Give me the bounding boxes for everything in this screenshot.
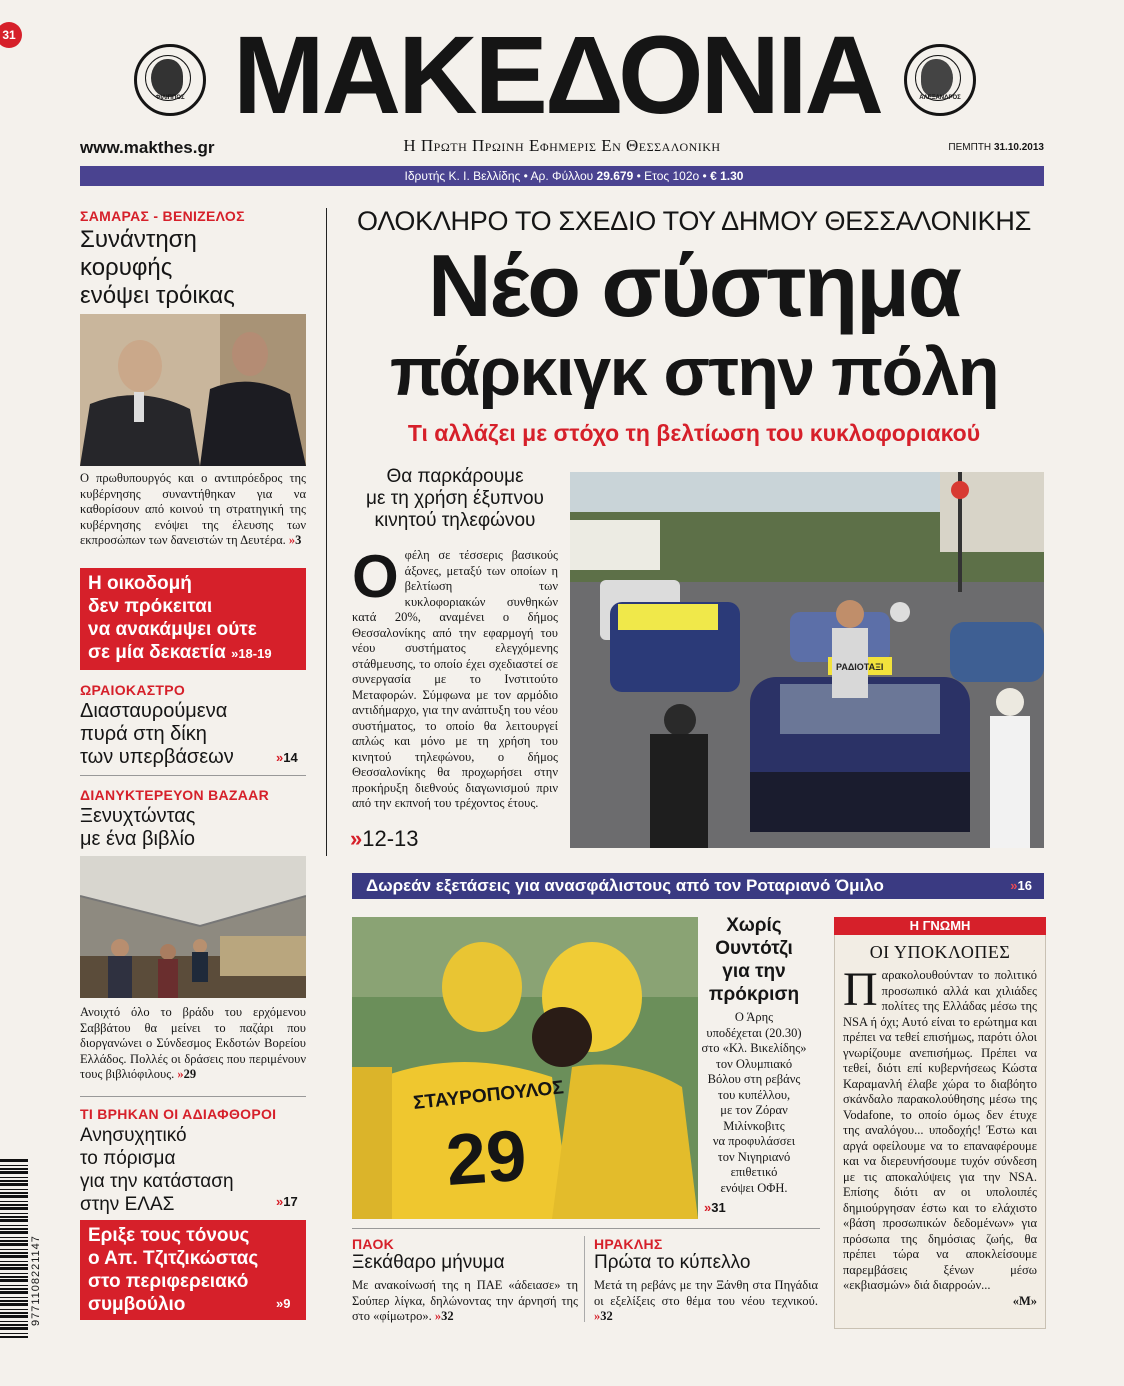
story1-headline-line: ενόψει τρόικας [80, 282, 235, 309]
date-value: 31.10.2013 [993, 142, 1044, 153]
barcode-number: 9771108221147 [30, 1235, 42, 1326]
story5-headline-line: για την κατάσταση [80, 1171, 234, 1192]
story4-kicker: ΔΙΑΝΥΚΤΕΡΕΥΟΝ BAZAAR [80, 787, 269, 803]
health-banner-ref[interactable]: »16 [1010, 878, 1032, 893]
story5-headline-line: το πόρισμα [80, 1148, 176, 1169]
masthead-title: ΜΑΚΕΔΟΝΙΑ [233, 14, 881, 137]
story1-headline-line: Συνάντηση [80, 226, 197, 253]
story3-page-ref[interactable]: »14 [276, 750, 298, 765]
story4-photo-illustration [80, 856, 306, 998]
lead-page-ref[interactable]: »12-13 [350, 826, 419, 851]
sports-body-line: με τον Ζόραν [720, 1103, 788, 1117]
iraklis-headline[interactable]: Πρώτα το κύπελλο [594, 1252, 751, 1273]
masthead-subtitle: Η Πρωτη Πρωινη Εφημερις Εν Θεσσαλονικη [403, 136, 721, 155]
strip-year: • Ετος 102ο • [633, 169, 711, 183]
iraklis-kicker: ΗΡΑΚΛΗΣ [594, 1236, 663, 1252]
iraklis-body-text: Μετά τη ρεβάνς με την Ξάνθη στα Πηγάδια οι εξελίξεις στο θέμα του νέου τεχνικού. [594, 1278, 818, 1308]
story2-headline-line: Η οικοδομή [88, 573, 192, 594]
sports-body [700, 1010, 808, 1196]
paok-page-ref[interactable]: »32 [434, 1309, 454, 1323]
story3-kicker: ΩΡΑΙΟΚΑΣΤΡΟ [80, 682, 186, 698]
seal-right-text: ΑΛΕΞΑΝΔΡΟΣ [919, 95, 961, 101]
story2-headline-line: να ανακάμψει ούτε [88, 619, 257, 640]
sports-body-line: Ο Άρης [734, 1010, 774, 1024]
story4-caption [80, 1005, 306, 1083]
story1-caption-text: Ο πρωθυπουργός και ο αντιπρόεδρος της κυβέρνησης συναντήθηκαν για να καθορίσουν από κοινού τη στρατηγική της κυβέρνησης ενόψει της έλευσης των εκπροσώπων των δανειστών τη Δευτέρα. [80, 471, 306, 547]
sports-page-ref[interactable]: »31 [704, 1200, 726, 1215]
sports-headline-line: Χωρίς [726, 915, 782, 936]
lead-deck-line: κινητού τηλεφώνου [374, 510, 536, 531]
sports-headline-line: για την [722, 961, 786, 982]
story6-headline-line: συμβούλιο [88, 1294, 186, 1315]
story3-headline[interactable] [80, 700, 306, 769]
strip-price: € 1.30 [710, 169, 744, 183]
story1-caption [80, 471, 306, 549]
lead-kicker: ΟΛΟΚΛΗΡΟ ΤΟ ΣΧΕΔΙΟ ΤΟΥ ΔΗΜΟΥ ΘΕΣΣΑΛΟΝΙΚΗΣ [357, 206, 1031, 236]
story6-headline-line: στο περιφερειακό [88, 1271, 249, 1292]
health-banner[interactable] [352, 873, 1044, 899]
website-link[interactable]: www.makthes.gr [80, 138, 215, 157]
strip-founder: Ιδρυτής Κ. Ι. Βελλίδης • Αρ. Φύλλου [404, 169, 597, 183]
story4-headline-line: με ένα βιβλίο [80, 828, 196, 850]
opinion-title: ΟΙ ΥΠΟΚΛΟΠΕΣ [869, 942, 1011, 962]
story3-headline-line: Διασταυρούμενα [80, 700, 228, 722]
opinion-label: Η ΓΝΩΜΗ [834, 917, 1046, 935]
page-number-badge: 31 [0, 22, 22, 48]
sports-body-line: να προφυλάσσει [712, 1134, 796, 1148]
sports-body-line: υποδέχεται (20.30) [706, 1025, 802, 1040]
story5-headline[interactable] [80, 1124, 306, 1216]
sports-headline-line: πρόκριση [708, 984, 800, 1005]
story4-headline[interactable] [80, 805, 306, 851]
story5-kicker: ΤΙ ΒΡΗΚΑΝ ΟΙ ΑΔΙΑΦΘΟΡΟΙ [80, 1106, 277, 1122]
story6-box[interactable] [80, 1220, 306, 1320]
opinion-body-text: αρακολουθούνταν το πολιτικό προσωπικό αλλά και χιλιάδες πολίτες της Ελλάδας μέσω της NSA ή όχι; Αυτό είναι το ερώτημα και πρέπει να τεθεί επισήμως, παρότι όλοι γνωρίζουμε ανεπισήμως. Πρέπει να τεθεί, διότι επί κυβερνήσεως Κώστα Καραμανλή έλαβε χώρα το διαβόητο σκάνδαλο παρακολούθησης μέσω της Vodafone, το οποίο όμως δεν έτυχε της αναλόγου... υποδοχής! Έστω και αργά οφείλουμε να το επαναφέρουμε και να διερευνήσουμε τυχόν σύνδεση με τις αποκαλύψεις για την NSA. Επίσης διότι αν οι υπολοιπές δημιούργησαν έστω και το ελάχιστο «βάση προσωπικών δεδομένων» για πρόσωπα της δημόσιας ζωής, θα πρέπει τώρα να αποκλείσουμε παρεμβάσεις ξένων μέσω «εκβιασμών» διά διαρροών... [843, 968, 1037, 1292]
sports-body-line: επιθετικό [730, 1165, 778, 1179]
sports-headline[interactable] [700, 914, 808, 1006]
sports-body-line: τον Ολυμπιακό [715, 1056, 793, 1071]
lead-headline-line2[interactable]: πάρκιγκ στην πόλη [389, 334, 999, 410]
iraklis-body [594, 1278, 818, 1325]
opinion-signature: «Μ» [1012, 1293, 1037, 1308]
iraklis-page-ref[interactable]: »32 [594, 1309, 613, 1323]
paok-headline[interactable]: Ξεκάθαρο μήνυμα [352, 1252, 505, 1273]
paok-kicker: ΠΑΟΚ [352, 1236, 395, 1252]
lead-body [352, 543, 558, 812]
seal-left-text: ΦΙΛΙΠΠΟΣ [155, 95, 185, 101]
story4-page-ref[interactable]: »29 [177, 1067, 197, 1081]
story4-caption-text: Ανοιχτό όλο το βράδυ του ερχόμενου Σαββάτου θα μείνει το παζάρι που διοργανώνει ο Σύνδεσμος Εκδοτών Βορείου Ελλάδος. Πολλές οι δράσεις που περιμένουν τους βιβλιόφιλους. [80, 1005, 306, 1081]
jersey-number: 29 [443, 1115, 530, 1201]
issue-date [890, 142, 1044, 153]
lead-photo-taxi-sign: ΡΑΔΙΟΤΑΞΙ [836, 662, 884, 672]
lead-deck-line: Θα παρκάρουμε [386, 466, 524, 487]
health-banner-text: Δωρεάν εξετάσεις για ανασφάλιστους από τον Ροταριανό Όμιλο [366, 876, 884, 895]
masthead-strip [80, 166, 1044, 186]
sports-divider [584, 1236, 585, 1322]
story2-box[interactable] [80, 568, 306, 670]
story1-headline-line: κορυφής [80, 254, 173, 281]
sports-body-line: του κυπέλλου, [717, 1087, 791, 1102]
date-label: ΠΕΜΠΤΗ [948, 142, 992, 153]
lead-headline-line1[interactable]: Νέο σύστημα [427, 236, 961, 335]
opinion-box [834, 917, 1046, 1329]
story1-kicker: ΣΑΜΑΡΑΣ - ΒΕΝΙΖΕΛΟΣ [80, 208, 245, 224]
opinion-dropcap: Π [843, 963, 878, 1016]
sports-body-line: Βόλου στη ρεβάνς [707, 1072, 801, 1086]
lead-deck-line: με τη χρήση έξυπνου [366, 488, 544, 509]
story1-photo-illustration [80, 314, 306, 466]
sports-body-line: ενόψει ΟΦΗ. [720, 1180, 788, 1195]
sports-body-line: στο «Κλ. Βικελίδης» [701, 1041, 807, 1055]
sports-photo-aris [352, 917, 698, 1219]
column-divider [326, 208, 327, 856]
story5-headline-line: στην ΕΛΑΣ [80, 1194, 175, 1215]
story5-headline-line: Ανησυχητικό [80, 1125, 187, 1146]
opinion-body [843, 963, 1037, 1309]
story4-photo [80, 856, 306, 998]
lead-photo-traffic [570, 472, 1044, 848]
seal-philippos-logo [134, 44, 206, 116]
barcode [0, 1158, 28, 1338]
lead-deck [352, 466, 558, 532]
lead-dropcap: Ο [352, 543, 399, 610]
story1-page-ref[interactable]: »3 [288, 533, 302, 547]
story4-headline-line: Ξενυχτώντας [80, 805, 196, 827]
story2-headline-line: σε μία δεκαετία [88, 642, 226, 663]
strip-issue: 29.679 [596, 169, 634, 183]
lead-subhead: Τι αλλάζει με στόχο τη βελτίωση του κυκλοφοριακού [407, 420, 981, 446]
jersey-name: ΣΤΑΥΡΟΠΟΥΛΟΣ [412, 1077, 565, 1114]
story3-headline-line: πυρά στη δίκη [80, 723, 207, 745]
story2-headline-line: δεν πρόκειται [88, 596, 213, 617]
sports-body-line: τον Νιγηριανό [717, 1149, 791, 1164]
paok-body-text: Με ανακοίνωσή της η ΠΑΕ «άδειασε» τη Σούπερ λίγκα, δηλώνοντας την άρνησή της στο «φίμωτρο». [352, 1278, 578, 1323]
sports-photo-illustration [352, 917, 698, 1219]
lead-photo-illustration [570, 472, 1044, 848]
story2-page-ref[interactable]: »18-19 [231, 646, 272, 661]
sports-headline-line: Ουντότζι [715, 938, 793, 959]
lead-body-text: φέλη σε τέσσερις βασικούς άξονες, μεταξύ των οποίων η βελτίωση των κυκλοφοριακών συνθηκών κατά 20%, αναμένει ο δήμος Θεσσαλονίκης από την εφαρμογή του νέου συστήματος ελεγχόμενης στάθμευσης, το οποίο έχει σχεδιαστεί σε συνεργασία με το Ινστιτούτο Μεταφορών. Σύμφωνα με τον αρμόδιο αντιδήμαρχο, για την ανάπτυξη του νέου συστήματος, το οποίο θα λειτουργεί απλώς και μόνο με τη χρήση του κινητού τηλεφώνου, ο δήμος Θεσσαλονίκης θα προχωρήσει στην προκήρυξη διεθνούς διαγωνισμού πριν από την εκπνοή του τρέχοντος έτους. [352, 548, 558, 810]
story1-headline[interactable] [80, 226, 310, 310]
seal-alexandros-logo [904, 44, 976, 116]
story6-page-ref[interactable]: »9 [276, 1296, 291, 1311]
story3-headline-line: των υπερβάσεων [80, 746, 234, 768]
story5-page-ref[interactable]: »17 [276, 1194, 298, 1209]
sports-body-line: Μιλίνκοβιτς [723, 1118, 785, 1133]
story1-photo [80, 314, 306, 466]
paok-body [352, 1278, 578, 1325]
story6-headline-line: Εριξε τους τόνους [88, 1225, 250, 1246]
story6-headline-line: ο Απ. Τζιτζικώστας [88, 1248, 259, 1269]
